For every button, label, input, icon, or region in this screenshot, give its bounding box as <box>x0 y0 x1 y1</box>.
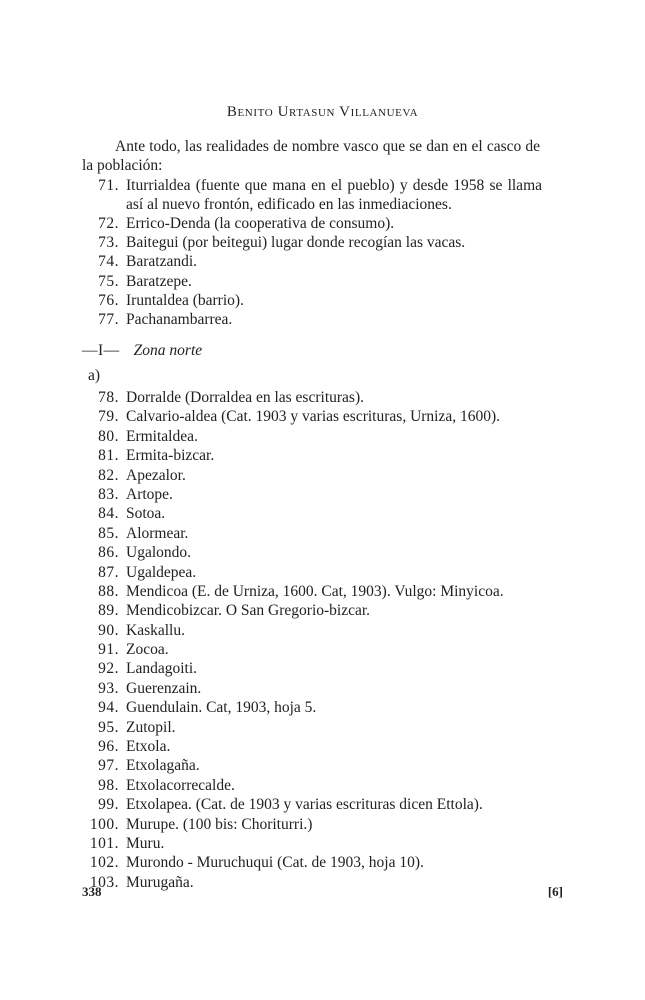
item-text: Muru. <box>126 834 165 852</box>
item-number: 91. <box>98 641 119 659</box>
item-text: Iruntaldea (barrio). <box>126 292 244 310</box>
item-number: 94. <box>98 699 119 717</box>
list-item <box>82 524 542 543</box>
item-text: Zocoa. <box>126 641 169 659</box>
item-number: 78. <box>98 389 119 406</box>
item-text: Errico-Denda (la cooperativa de consumo). <box>126 214 395 232</box>
list-item <box>82 485 542 504</box>
item-text: Etxolagaña. <box>126 757 200 775</box>
place-list-intro <box>82 177 542 330</box>
item-number: 95. <box>98 718 119 736</box>
list-item <box>82 679 542 698</box>
item-text: Guendulain. Cat, 1903, hoja 5. <box>126 699 317 717</box>
list-item <box>82 407 542 426</box>
item-number: 74. <box>98 253 119 271</box>
list-item <box>82 640 542 659</box>
item-number: 77. <box>98 311 119 329</box>
item-number: 92. <box>98 660 119 678</box>
item-text: Ugalondo. <box>126 544 192 562</box>
section-heading <box>82 342 202 360</box>
list-item <box>82 563 542 582</box>
item-text: Baratzepe. <box>126 272 192 290</box>
list-item <box>82 815 542 834</box>
item-text: Baitegui (por beitegui) lugar donde recogían las vacas. <box>126 233 466 251</box>
list-item <box>82 795 542 814</box>
item-text: Calvario-aldea (Cat. 1903 y varias escrituras, Urniza, 1600). <box>126 408 501 426</box>
item-text: Murupe. (100 bis: Choriturri.) <box>126 815 313 833</box>
item-number: 89. <box>98 602 119 620</box>
item-text: Etxola. <box>126 738 171 756</box>
list-item <box>82 582 542 601</box>
item-text: Iturrialdea (fuente que mana en el pueblo) y desde 1958 se llama así al nuevo frontón, edificado en las inmediaciones. <box>126 177 542 213</box>
item-number: 99. <box>98 796 119 814</box>
list-item <box>82 601 542 620</box>
list-item <box>82 659 542 678</box>
list-item <box>82 853 542 872</box>
signature-mark: [6] <box>547 884 563 899</box>
item-number: 76. <box>98 292 119 310</box>
list-item <box>82 737 542 756</box>
item-number: 93. <box>98 679 119 697</box>
item-number: 75. <box>98 272 119 290</box>
item-text: Kaskallu. <box>126 621 185 639</box>
item-number: 71. <box>98 177 119 194</box>
list-item <box>82 504 542 523</box>
section-number: —I— <box>82 342 120 359</box>
item-number: 86. <box>98 544 119 562</box>
item-text: Guerenzain. <box>126 679 202 697</box>
list-item <box>82 233 542 252</box>
item-number: 72. <box>98 214 119 232</box>
item-number: 80. <box>98 427 119 445</box>
item-number: 98. <box>98 776 119 794</box>
item-number: 79. <box>98 408 119 426</box>
list-item <box>82 388 542 407</box>
list-item <box>82 543 542 562</box>
item-text: Zutopil. <box>126 718 176 736</box>
item-number: 103. <box>89 873 119 891</box>
list-item <box>82 698 542 717</box>
item-text: Alormear. <box>126 524 189 542</box>
item-number: 90. <box>98 621 119 639</box>
item-text: Murondo - Muruchuqui (Cat. de 1903, hoja 10). <box>126 854 424 872</box>
item-number: 97. <box>98 757 119 775</box>
item-text: Murugaña. <box>126 873 194 891</box>
list-item <box>82 291 542 310</box>
item-text: Mendicobizcar. O San Gregorio-bizcar. <box>126 602 371 620</box>
subsection-label: a) <box>88 367 101 384</box>
item-text: Mendicoa (E. de Urniza, 1600. Cat, 1903). Vulgo: Minyicoa. <box>126 582 504 600</box>
page-number: 338 <box>82 884 102 899</box>
item-text: Sotoa. <box>126 505 166 523</box>
list-item <box>82 873 542 892</box>
list-item <box>82 272 542 291</box>
item-text: Ermitaldea. <box>126 427 198 445</box>
list-item <box>82 718 542 737</box>
item-number: 87. <box>98 563 119 581</box>
list-item <box>82 177 542 214</box>
item-number: 73. <box>98 233 119 251</box>
item-text: Baratzandi. <box>126 253 198 271</box>
list-item <box>82 446 542 465</box>
list-item <box>82 310 542 329</box>
list-item <box>82 466 542 485</box>
list-item <box>82 776 542 795</box>
item-number: 84. <box>98 505 119 523</box>
place-list-north <box>82 388 542 892</box>
item-number: 88. <box>98 582 119 600</box>
item-text: Ugaldepea. <box>126 563 197 581</box>
item-number: 81. <box>98 447 119 465</box>
section-title: Zona norte <box>133 342 203 359</box>
item-text: Dorralde (Dorraldea en las escrituras). <box>126 389 364 406</box>
item-text: Pachanambarrea. <box>126 311 233 329</box>
list-item <box>82 427 542 446</box>
item-text: Landagoiti. <box>126 660 198 678</box>
item-text: Etxolapea. (Cat. de 1903 y varias escrituras dicen Ettola). <box>126 796 483 814</box>
running-head: Benito Urtasun Villanueva <box>226 104 419 120</box>
list-item <box>82 756 542 775</box>
item-text: Etxolacorrecalde. <box>126 776 235 794</box>
item-number: 102. <box>89 854 119 872</box>
list-item <box>82 214 542 233</box>
item-number: 83. <box>98 485 119 503</box>
item-number: 96. <box>98 738 119 756</box>
item-number: 85. <box>98 524 119 542</box>
item-text: Apezalor. <box>126 466 186 484</box>
intro-paragraph: Ante todo, las realidades de nombre vasco que se dan en el casco de la población: <box>82 138 540 174</box>
item-number: 100. <box>89 815 119 833</box>
item-text: Artope. <box>126 485 173 503</box>
item-number: 101. <box>89 834 119 852</box>
list-item <box>82 834 542 853</box>
list-item <box>82 621 542 640</box>
item-number: 82. <box>98 466 119 484</box>
item-text: Ermita-bizcar. <box>126 447 215 465</box>
list-item <box>82 252 542 271</box>
